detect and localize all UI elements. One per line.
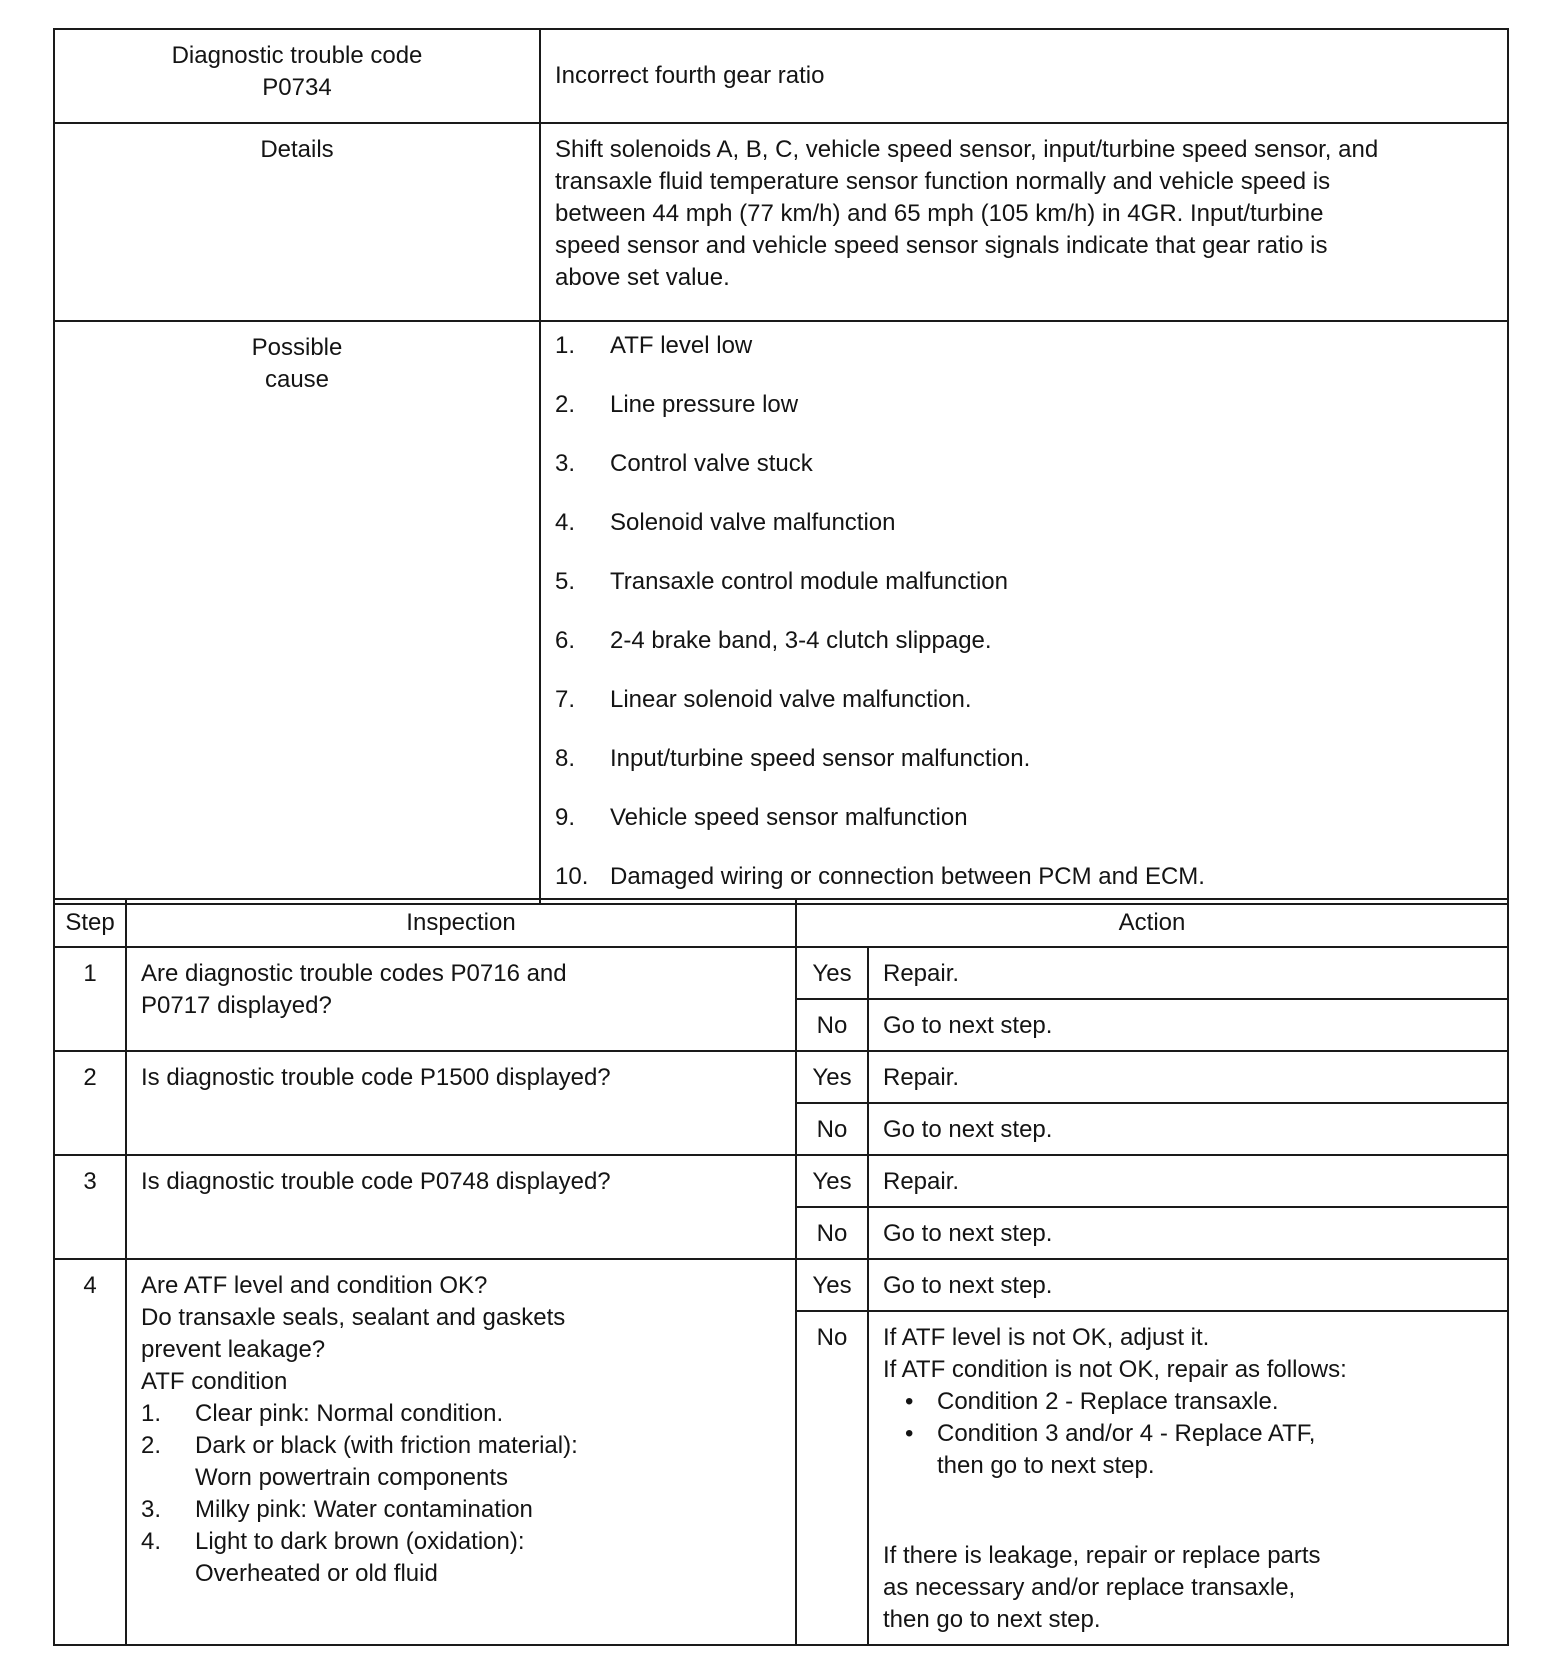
condition-line: Dark or black (with friction material): [195, 1432, 578, 1459]
bullet-item [905, 1386, 1493, 1418]
possible-cause-row [54, 321, 1508, 904]
cause-item [555, 330, 1493, 389]
condition-number: 3. [141, 1496, 162, 1523]
possible-cause-list [555, 330, 1493, 897]
details-label: Details [260, 136, 334, 163]
inspection-text: prevent leakage? [141, 1336, 326, 1363]
cause-text: Vehicle speed sensor malfunction [610, 804, 968, 831]
cause-number: 5. [555, 568, 576, 595]
cause-text: Line pressure low [610, 391, 799, 418]
inspection-text: Are diagnostic trouble codes P0716 and [141, 960, 567, 987]
cause-item [555, 743, 1493, 802]
bullet-line: then go to next step. [937, 1452, 1155, 1479]
condition-number: 1. [141, 1400, 162, 1427]
cause-item [555, 861, 1493, 897]
no-label: No [796, 999, 868, 1051]
step-number: 4 [54, 1259, 126, 1645]
cause-item [555, 684, 1493, 743]
cause-text: ATF level low [610, 332, 753, 359]
step-row [54, 1051, 1508, 1103]
cause-item [555, 389, 1493, 448]
bullet-text [937, 1418, 1315, 1482]
cause-number: 3. [555, 450, 576, 477]
yes-action: Repair. [868, 947, 1508, 999]
atf-condition-label: ATF condition [141, 1368, 288, 1395]
inspection-text: Do transaxle seals, sealant and gaskets [141, 1304, 566, 1331]
cause-text: Input/turbine speed sensor malfunction. [610, 745, 1031, 772]
no-action: Go to next step. [868, 999, 1508, 1051]
no-action-text: If ATF level is not OK, adjust it. [883, 1324, 1210, 1351]
cause-number: 4. [555, 509, 576, 536]
yes-label: Yes [796, 1155, 868, 1207]
step-number: 3 [54, 1155, 126, 1259]
steps-header-row [54, 899, 1508, 947]
header-inspection: Inspection [126, 899, 796, 947]
step-inspection [126, 1259, 796, 1645]
condition-item [141, 1526, 781, 1590]
cause-number: 10. [555, 863, 589, 890]
no-action: Go to next step. [868, 1103, 1508, 1155]
cause-item [555, 625, 1493, 684]
bullet-line: Condition 3 and/or 4 - Replace ATF, [937, 1420, 1316, 1447]
bullet-dot-icon: • [905, 1420, 914, 1447]
no-label: No [796, 1207, 868, 1259]
dtc-description: Incorrect fourth gear ratio [555, 62, 825, 89]
step-row [54, 1155, 1508, 1207]
step-number: 2 [54, 1051, 126, 1155]
leak-action-text: If there is leakage, repair or replace parts [883, 1542, 1321, 1569]
details-row [54, 123, 1508, 321]
condition-number: 4. [141, 1528, 162, 1555]
no-action [868, 1311, 1508, 1645]
condition-line: Overheated or old fluid [195, 1560, 438, 1587]
yes-label: Yes [796, 1051, 868, 1103]
cause-item [555, 507, 1493, 566]
cause-number: 8. [555, 745, 576, 772]
dtc-label: Diagnostic trouble code [171, 42, 423, 69]
details-label-cell [54, 123, 540, 321]
yes-action: Repair. [868, 1155, 1508, 1207]
no-label: No [796, 1103, 868, 1155]
cause-number: 2. [555, 391, 576, 418]
cause-item [555, 802, 1493, 861]
cause-number: 6. [555, 627, 576, 654]
header-action: Action [796, 899, 1508, 947]
possible-cause-label-line1: Possible [251, 334, 343, 361]
bullet-text: Condition 2 - Replace transaxle. [937, 1388, 1279, 1415]
cause-text: Control valve stuck [610, 450, 813, 477]
leak-action-text: as necessary and/or replace transaxle, [883, 1574, 1296, 1601]
possible-cause-label-line2: cause [264, 366, 330, 393]
step-row [54, 947, 1508, 999]
bullet-dot-icon: • [905, 1388, 914, 1415]
condition-item [141, 1494, 781, 1526]
cause-number: 9. [555, 804, 576, 831]
step-number: 1 [54, 947, 126, 1051]
inspection-text: Are ATF level and condition OK? [141, 1272, 488, 1299]
no-action: Go to next step. [868, 1207, 1508, 1259]
spacer [883, 1482, 1493, 1540]
condition-line: Light to dark brown (oxidation): [195, 1528, 525, 1555]
condition-text: Clear pink: Normal condition. [195, 1400, 504, 1427]
cause-text: Linear solenoid valve malfunction. [610, 686, 972, 713]
no-label: No [796, 1311, 868, 1645]
inspection-text: P0717 displayed? [141, 992, 332, 1019]
no-action-text: If ATF condition is not OK, repair as follows: [883, 1356, 1347, 1383]
dtc-description-cell [540, 29, 1508, 123]
possible-cause-list-cell [540, 321, 1508, 904]
condition-item [141, 1398, 781, 1430]
leak-action-text: then go to next step. [883, 1606, 1101, 1633]
cause-item [555, 566, 1493, 625]
cause-number: 7. [555, 686, 576, 713]
bullet-item [905, 1418, 1493, 1482]
possible-cause-label-cell [54, 321, 540, 904]
step-inspection: Is diagnostic trouble code P0748 displayed? [126, 1155, 796, 1259]
dtc-code: P0734 [262, 74, 332, 101]
cause-text: 2-4 brake band, 3-4 clutch slippage. [610, 627, 992, 654]
dtc-label-cell [54, 29, 540, 123]
yes-action: Repair. [868, 1051, 1508, 1103]
step-inspection [126, 947, 796, 1051]
details-text: Shift solenoids A, B, C, vehicle speed sensor, input/turbine speed sensor, and transaxle fluid temperature sensor function normally and vehicle speed is between 44 mph (77 km/h) and 65 mph (105 km/h) in 4GR. Input/turbine speed sensor and vehicle speed sensor signals indicate that gear ratio is above set value. [555, 136, 1379, 291]
yes-label: Yes [796, 947, 868, 999]
details-text-cell [540, 123, 1508, 321]
condition-number: 2. [141, 1432, 162, 1459]
cause-text: Transaxle control module malfunction [610, 568, 1008, 595]
yes-action: Go to next step. [868, 1259, 1508, 1311]
cause-number: 1. [555, 332, 576, 359]
condition-text: Milky pink: Water contamination [195, 1496, 533, 1523]
dtc-info-table [53, 28, 1509, 905]
repair-bullet-list [905, 1386, 1493, 1482]
cause-item [555, 448, 1493, 507]
cause-text: Damaged wiring or connection between PCM and ECM. [610, 863, 1205, 890]
yes-label: Yes [796, 1259, 868, 1311]
condition-line: Worn powertrain components [195, 1464, 509, 1491]
atf-condition-list [141, 1398, 781, 1590]
header-step: Step [54, 899, 126, 947]
cause-text: Solenoid valve malfunction [610, 509, 896, 536]
condition-item [141, 1430, 781, 1494]
step-inspection: Is diagnostic trouble code P1500 displayed? [126, 1051, 796, 1155]
dtc-row [54, 29, 1508, 123]
condition-text [195, 1526, 525, 1590]
inspection-steps-table [53, 898, 1509, 1646]
step-row [54, 1259, 1508, 1311]
condition-text [195, 1430, 578, 1494]
